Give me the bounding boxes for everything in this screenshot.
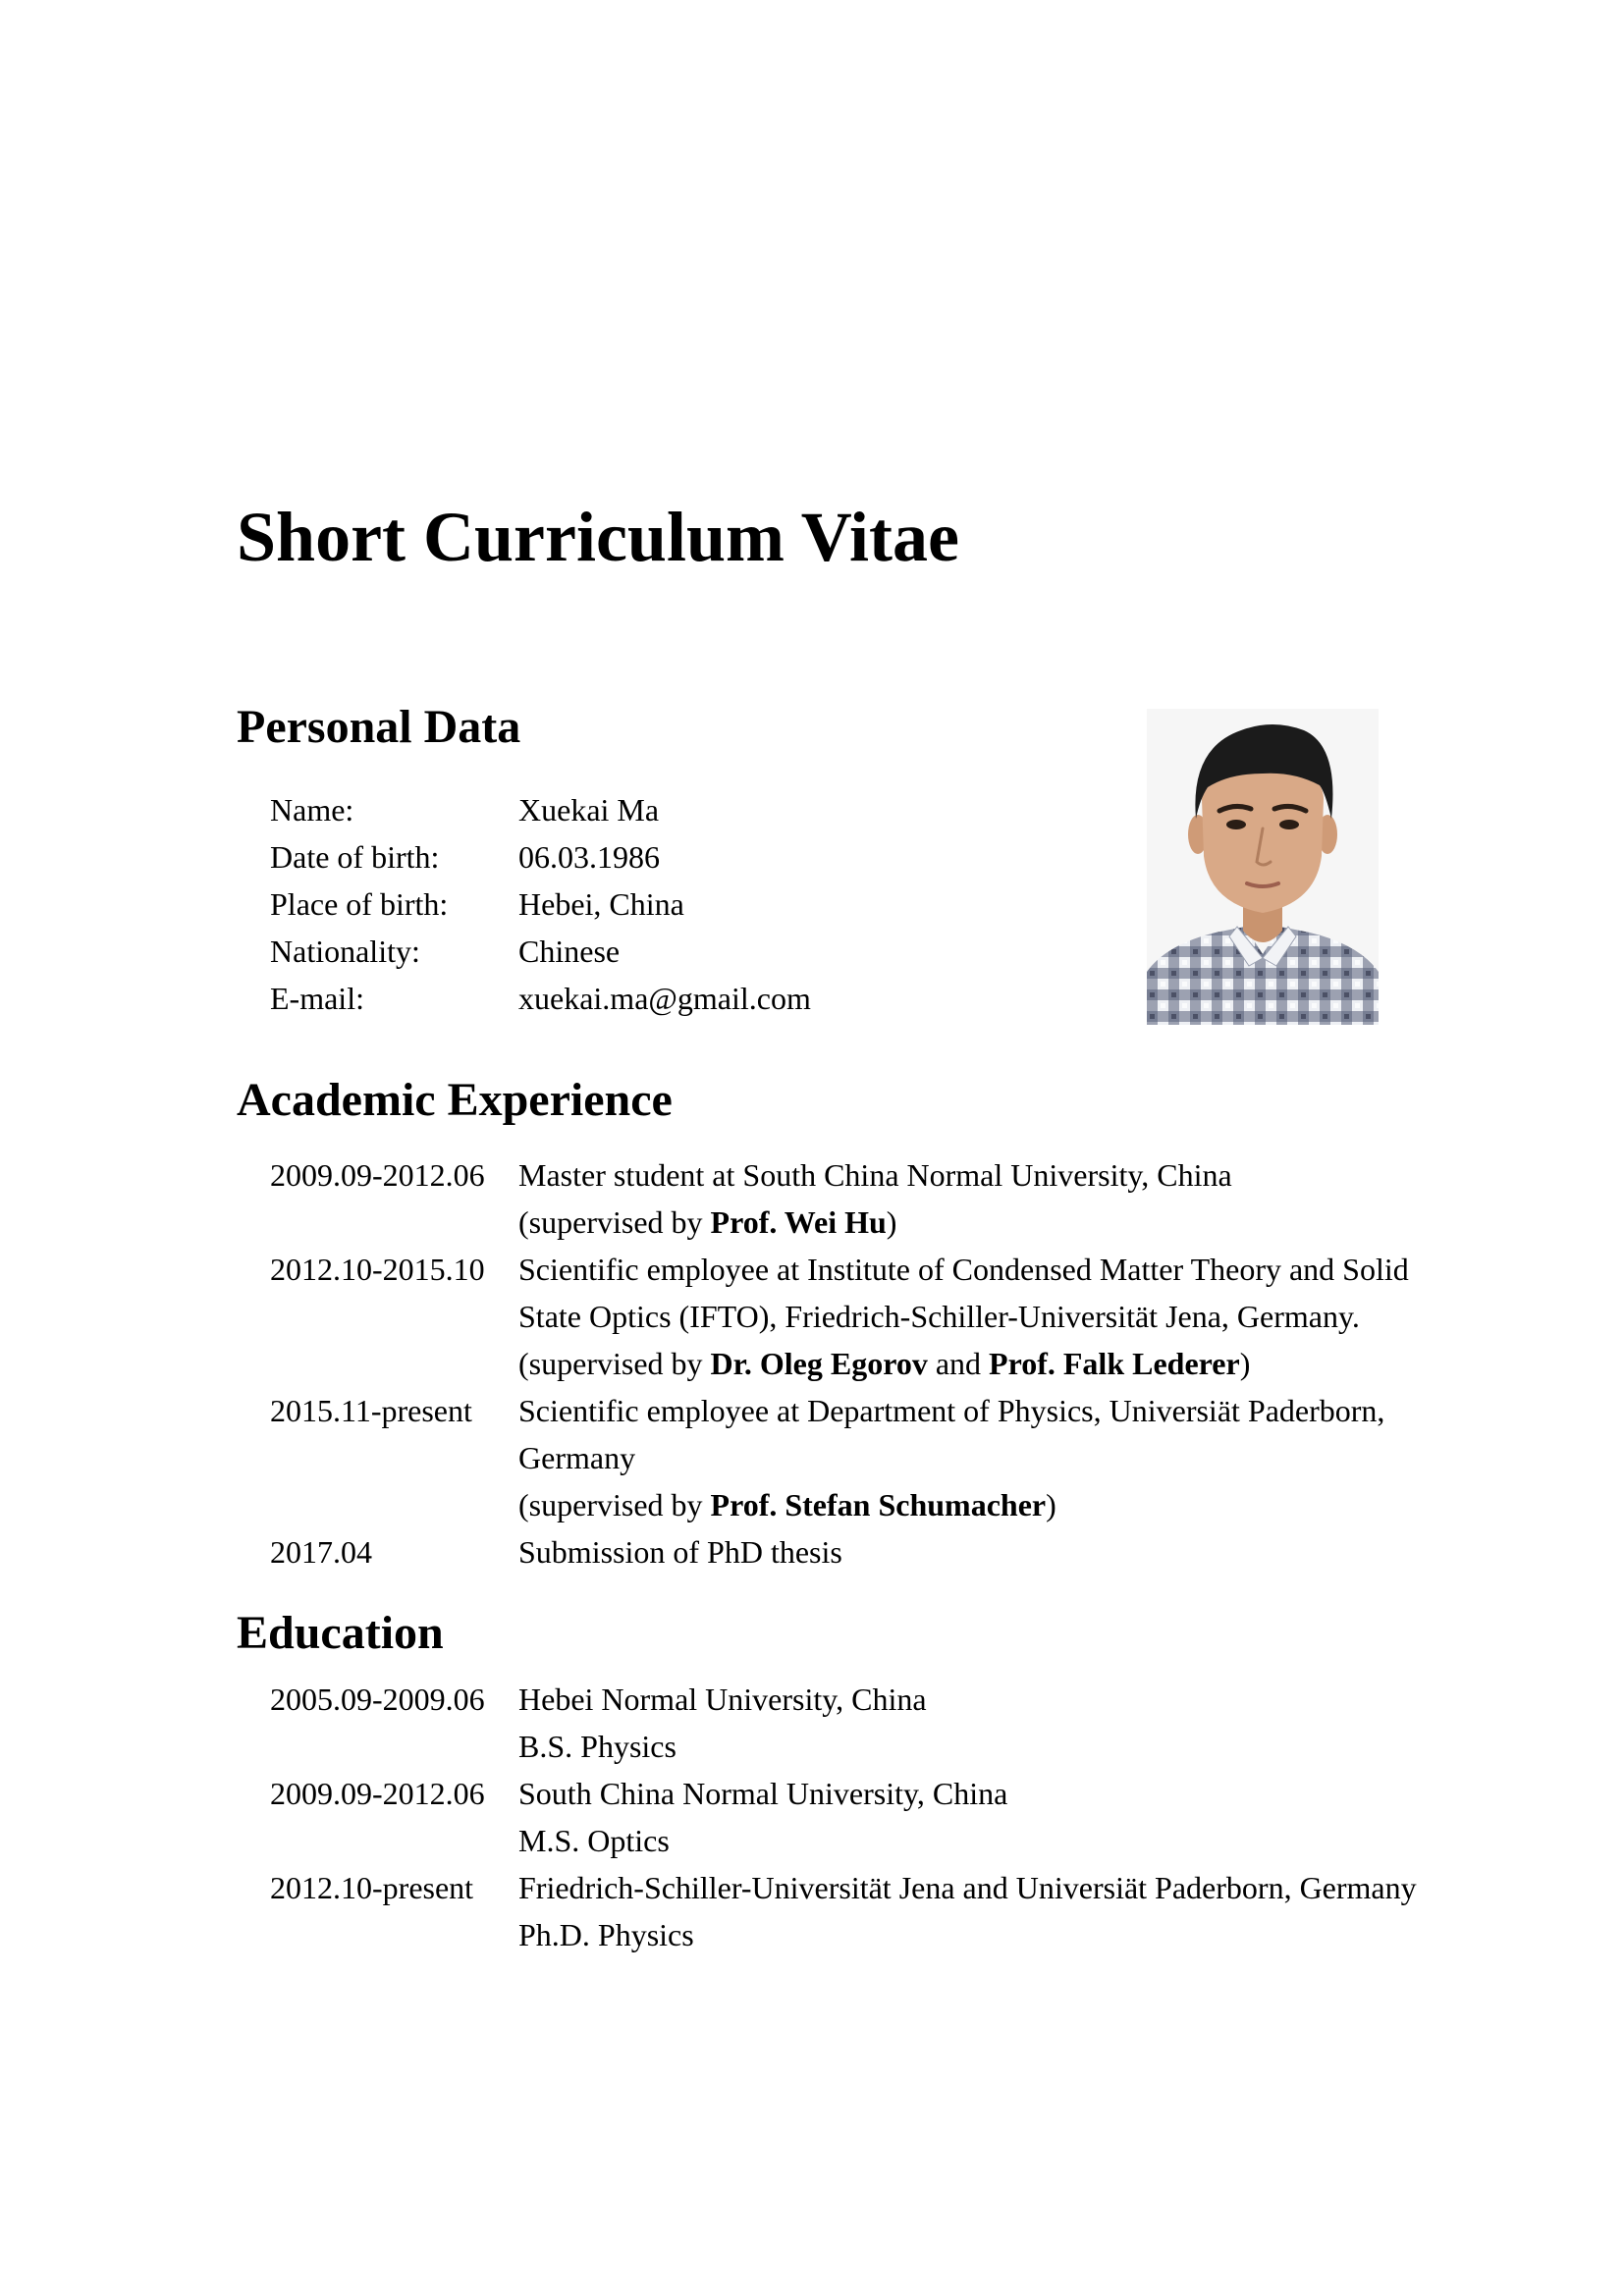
education-degree-row [270, 1723, 1448, 1770]
education-institution: Hebei Normal University, China [518, 1682, 927, 1717]
entry-description-continued: State Optics (IFTO), Friedrich-Schiller-Universität Jena, Germany. [518, 1299, 1360, 1334]
academic-entry-date-row [270, 1387, 1448, 1434]
academic-entry-supervisor-row [270, 1481, 1448, 1528]
education-degree-row [270, 1817, 1448, 1864]
academic-experience-heading: Academic Experience [237, 1074, 673, 1126]
eye-right [1279, 820, 1299, 829]
supervisor-suffix: ) [886, 1204, 897, 1240]
field-label: Date of birth: [270, 839, 440, 875]
field-label: Name: [270, 792, 354, 828]
education-entry-row [270, 1864, 1448, 1911]
place-of-birth-value: Hebei, China [518, 886, 684, 922]
supervisor-prefix: (supervised by [518, 1346, 711, 1381]
eye-left [1226, 820, 1246, 829]
supervisor-suffix: ) [1239, 1346, 1251, 1381]
academic-entry-continuation-row [270, 1434, 1448, 1481]
face-shape [1202, 766, 1324, 913]
education-list [270, 1676, 1448, 1958]
supervisor-name: Prof. Stefan Schumacher [710, 1487, 1047, 1522]
entry-date: 2012.10-present [270, 1870, 474, 1905]
entry-supervisor [518, 1199, 1448, 1246]
field-label: Place of birth: [270, 886, 449, 922]
field-label: Nationality: [270, 934, 420, 969]
field-label: E-mail: [270, 981, 364, 1016]
entry-date: 2005.09-2009.06 [270, 1682, 485, 1717]
entry-description-continued: Germany [518, 1440, 636, 1475]
education-degree: B.S. Physics [518, 1729, 677, 1764]
academic-entry-date-row [270, 1528, 1448, 1575]
academic-experience-list [270, 1151, 1448, 1575]
name-value: Xuekai Ma [518, 792, 660, 828]
education-degree-row [270, 1911, 1448, 1958]
education-entry-row [270, 1770, 1448, 1817]
entry-supervisor [518, 1340, 1448, 1387]
academic-entry-supervisor-row [270, 1340, 1448, 1387]
supervisor-prefix: (supervised by [518, 1204, 711, 1240]
academic-entry-date-row [270, 1151, 1448, 1199]
date-of-birth-value: 06.03.1986 [518, 839, 660, 875]
supervisor-name: Prof. Falk Lederer [989, 1346, 1240, 1381]
education-heading: Education [237, 1607, 444, 1659]
entry-date: 2017.04 [270, 1534, 372, 1570]
entry-date: 2009.09-2012.06 [270, 1776, 485, 1811]
personal-data-heading: Personal Data [237, 701, 521, 753]
education-institution: South China Normal University, China [518, 1776, 1008, 1811]
page-title: Short Curriculum Vitae [237, 498, 959, 576]
education-degree: Ph.D. Physics [518, 1917, 694, 1952]
education-institution: Friedrich-Schiller-Universität Jena and Universiät Paderborn, Germany [518, 1870, 1417, 1905]
supervisor-name: Prof. Wei Hu [710, 1204, 887, 1240]
portrait-photo [1147, 709, 1379, 1025]
entry-supervisor [518, 1481, 1448, 1528]
entry-description: Submission of PhD thesis [518, 1534, 842, 1570]
academic-entry-date-row [270, 1246, 1448, 1293]
academic-entry-continuation-row [270, 1293, 1448, 1340]
portrait-illustration [1147, 709, 1379, 1025]
supervisor-suffix: ) [1046, 1487, 1056, 1522]
supervisor-prefix: (supervised by [518, 1487, 711, 1522]
nationality-value: Chinese [518, 934, 621, 969]
entry-date: 2012.10-2015.10 [270, 1252, 485, 1287]
education-entry-row [270, 1676, 1448, 1723]
entry-date: 2015.11-present [270, 1393, 472, 1428]
entry-date: 2009.09-2012.06 [270, 1157, 485, 1193]
supervisor-name: Dr. Oleg Egorov [710, 1346, 928, 1381]
academic-entry-supervisor-row [270, 1199, 1448, 1246]
entry-description: Scientific employee at Department of Physics, Universiät Paderborn, [518, 1393, 1385, 1428]
email-value: xuekai.ma@gmail.com [518, 981, 811, 1016]
entry-description: Scientific employee at Institute of Condensed Matter Theory and Solid [518, 1252, 1409, 1287]
education-degree: M.S. Optics [518, 1823, 670, 1858]
entry-description: Master student at South China Normal University, China [518, 1157, 1232, 1193]
supervisor-conjunction: and [927, 1346, 990, 1381]
